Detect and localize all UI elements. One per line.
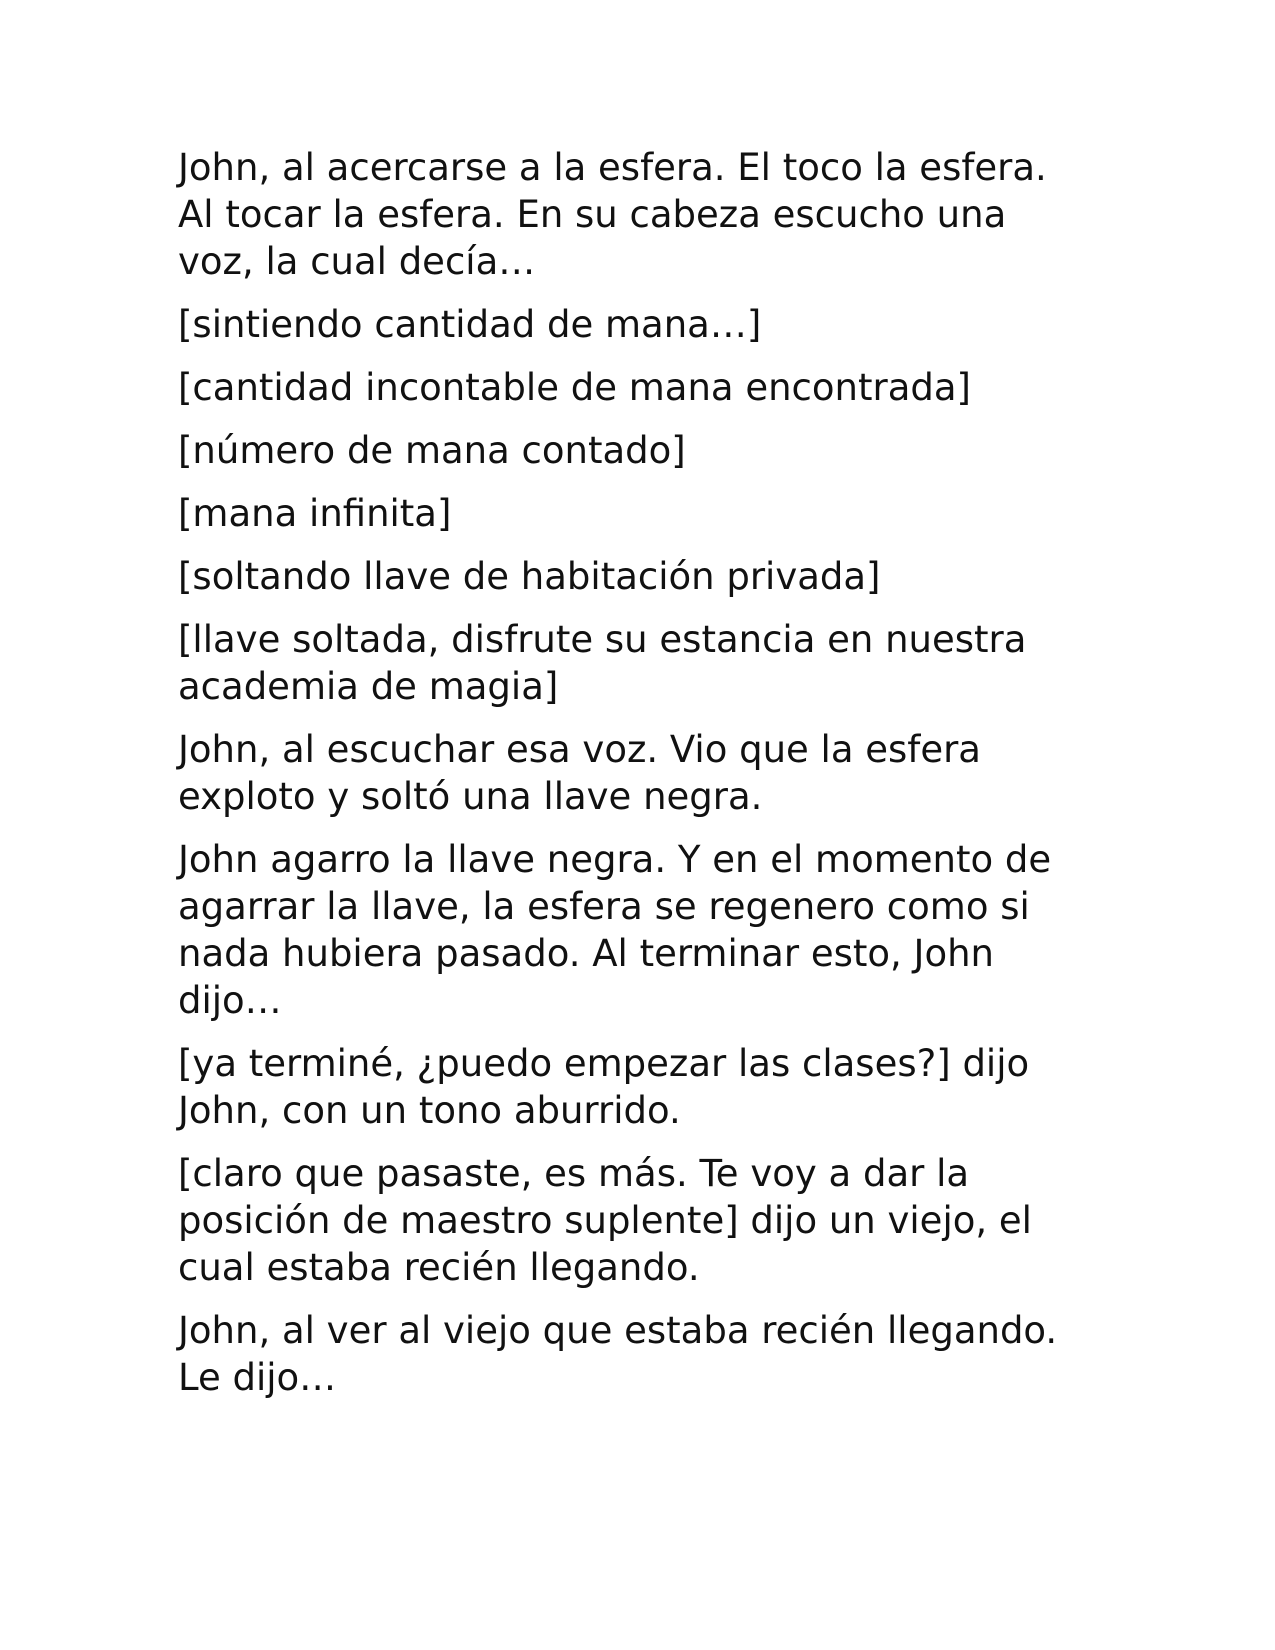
paragraph: [mana infinita] bbox=[178, 492, 452, 535]
paragraph: [cantidad incontable de mana encontrada] bbox=[178, 366, 971, 409]
paragraph: John, al acercarse a la esfera. El toco la esfera. Al tocar la esfera. En su cabeza escucho una voz, la cual decía… bbox=[178, 146, 1047, 283]
paragraph: [llave soltada, disfrute su estancia en nuestra academia de magia] bbox=[178, 618, 1027, 708]
document-page bbox=[178, 144, 1093, 1417]
paragraph: [número de mana contado] bbox=[178, 429, 686, 472]
paragraph: [ya terminé, ¿puedo empezar las clases?] dijo John, con un tono aburrido. bbox=[178, 1042, 1030, 1132]
paragraph: John agarro la llave negra. Y en el momento de agarrar la llave, la esfera se regenero como si nada hubiera pasado. Al terminar esto, John dijo… bbox=[178, 838, 1052, 1022]
paragraph: [soltando llave de habitación privada] bbox=[178, 555, 881, 598]
paragraph: John, al escuchar esa voz. Vio que la esfera exploto y soltó una llave negra. bbox=[178, 728, 981, 818]
paragraph: John, al ver al viejo que estaba recién llegando. Le dijo… bbox=[178, 1309, 1058, 1399]
paragraph: [claro que pasaste, es más. Te voy a dar la posición de maestro suplente] dijo un viejo, el cual estaba recién llegando. bbox=[178, 1152, 1032, 1289]
paragraph: [sintiendo cantidad de mana…] bbox=[178, 303, 762, 346]
